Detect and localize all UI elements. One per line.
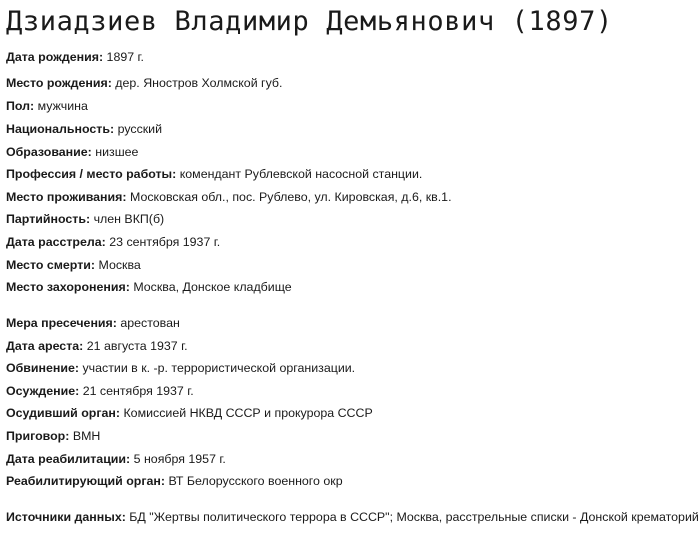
field-value: комендант Рублевской насосной станции. — [179, 167, 423, 181]
field-arrest-date — [6, 335, 188, 357]
field-label: Национальность: — [6, 122, 115, 136]
field-value: Московская обл., пос. Рублево, ул. Кировская, д.6, кв.1. — [129, 190, 452, 204]
field-value: 5 ноября 1957 г. — [133, 452, 226, 466]
field-value: Комиссией НКВД СССР и прокурора СССР — [123, 406, 373, 420]
field-value: мужчина — [37, 99, 88, 113]
field-value: 21 сентября 1937 г. — [82, 384, 194, 398]
field-label: Приговор: — [6, 429, 70, 443]
field-label: Место захоронения: — [6, 280, 130, 294]
field-education — [6, 141, 138, 163]
field-value: дер. Яностров Холмской губ. — [115, 76, 283, 90]
field-value: 21 августа 1937 г. — [86, 339, 188, 353]
field-residence — [6, 186, 452, 208]
field-data-sources — [6, 506, 699, 528]
field-birth-place — [6, 72, 282, 94]
field-conviction — [6, 380, 194, 402]
field-sex — [6, 95, 88, 117]
field-value: ВТ Белорусского военного окр — [168, 474, 343, 488]
field-label: Партийность: — [6, 212, 91, 226]
field-label: Обвинение: — [6, 361, 80, 375]
field-label: Образование: — [6, 145, 92, 159]
field-label: Реабилитирующий орган: — [6, 474, 165, 488]
field-rehabilitation-date — [6, 448, 226, 470]
field-label: Место рождения: — [6, 76, 112, 90]
field-value: 23 сентября 1937 г. — [109, 235, 221, 249]
field-rehabilitating-body — [6, 470, 343, 492]
field-value: Москва — [98, 258, 141, 272]
field-birth-date — [6, 46, 144, 68]
field-label: Место проживания: — [6, 190, 127, 204]
field-value: член ВКП(б) — [93, 212, 165, 226]
field-label: Источники данных: — [6, 510, 126, 524]
field-label: Дата рождения: — [6, 50, 104, 64]
field-label: Место смерти: — [6, 258, 96, 272]
field-label: Профессия / место работы: — [6, 167, 177, 181]
field-charge — [6, 357, 355, 379]
field-convicting-body — [6, 402, 373, 424]
field-nationality — [6, 118, 162, 140]
field-label: Дата ареста: — [6, 339, 84, 353]
field-value: участии в к. -р. террористической организации. — [82, 361, 356, 375]
field-burial-place — [6, 276, 292, 298]
field-execution-date — [6, 231, 220, 253]
field-value: русский — [117, 122, 163, 136]
field-label: Пол: — [6, 99, 35, 113]
field-restraint-measure — [6, 312, 180, 334]
field-value: Москва, Донское кладбище — [133, 280, 292, 294]
field-death-place — [6, 254, 141, 276]
field-value: БД "Жертвы политического террора в СССР"; Москва, расстрельные списки - Донской крематорий — [129, 510, 699, 524]
field-label: Мера пресечения: — [6, 316, 117, 330]
field-occupation — [6, 163, 422, 185]
field-sentence — [6, 425, 100, 447]
field-label: Дата реабилитации: — [6, 452, 131, 466]
page-title: Дзиадзиев Владимир Демьянович (1897) — [6, 6, 613, 37]
field-value: арестован — [120, 316, 180, 330]
field-party — [6, 208, 164, 230]
field-label: Осудивший орган: — [6, 406, 121, 420]
field-label: Осуждение: — [6, 384, 80, 398]
field-value: ВМН — [72, 429, 101, 443]
field-label: Дата расстрела: — [6, 235, 106, 249]
field-value: низшее — [95, 145, 139, 159]
field-value: 1897 г. — [106, 50, 145, 64]
